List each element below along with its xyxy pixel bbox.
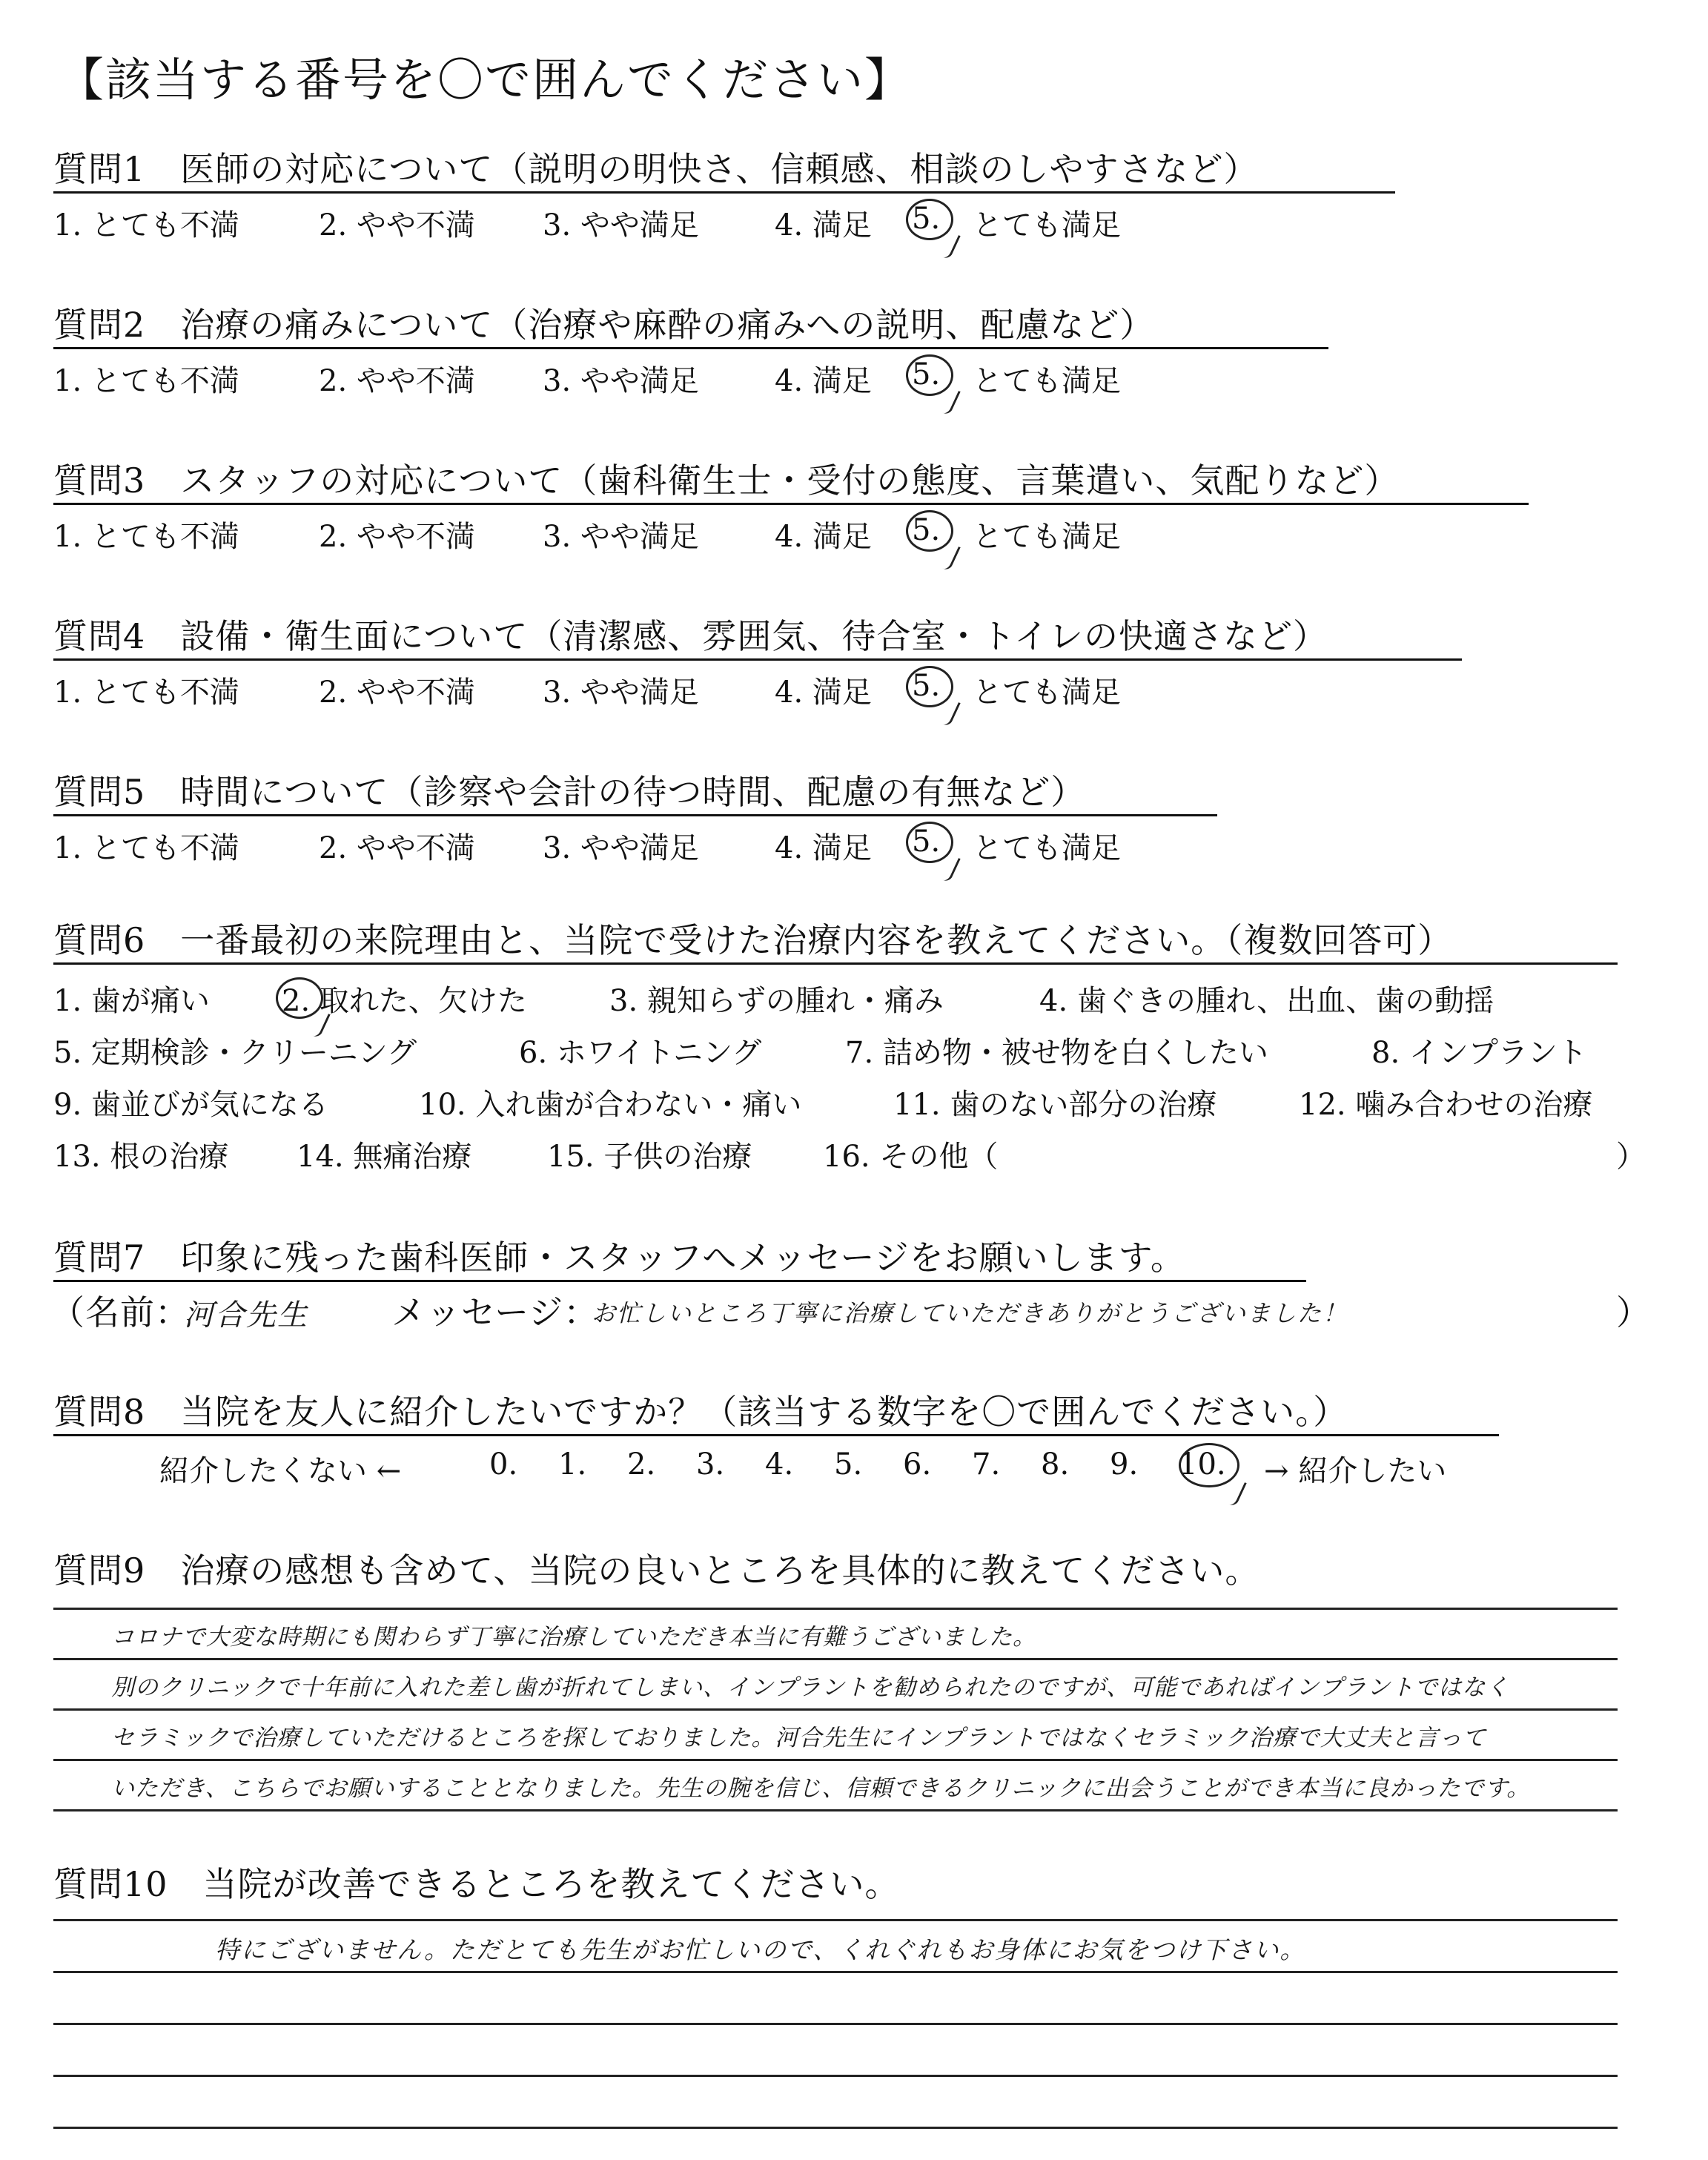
q6-option-r1c1: 1. 歯が痛い <box>53 984 210 1018</box>
q4-option-1: 1. とても不満 <box>53 676 239 710</box>
q8-scale-6: 6. <box>903 1447 932 1482</box>
q8-right-label: → 紹介したい <box>1264 1454 1447 1488</box>
q6-option-r1c3: 3. 親知らずの腫れ・痛み <box>609 984 944 1018</box>
q2-option-4: 4. 満足 <box>775 364 872 398</box>
q1-option-3: 3. やや満足 <box>543 208 699 242</box>
q2-selected-mark <box>906 354 953 396</box>
q5-option-4: 4. 満足 <box>775 831 872 865</box>
q6-option-r2c2: 6. ホワイトニング <box>519 1036 762 1070</box>
q4-option-6: とても満足 <box>973 676 1121 710</box>
q1-option-5: 5. <box>912 202 941 236</box>
q2-option-3: 3. やや満足 <box>543 364 699 398</box>
q5-option-1: 1. とても不満 <box>53 831 239 865</box>
q9-rule-2 <box>53 1658 1618 1660</box>
q6-option-r3c4: 12. 噛み合わせの治療 <box>1299 1088 1593 1122</box>
q6-selected-mark <box>276 977 323 1019</box>
q9-rule-3 <box>53 1708 1618 1711</box>
q5-selected-mark <box>906 822 953 863</box>
q3-option-5: 5. <box>912 513 941 547</box>
q4-title: 質問4 設備・衛生面について（清潔感、雰囲気、待合室・トイレの快適さなど） <box>53 616 1328 656</box>
q6-option-r2c4: 8. インプラント <box>1371 1036 1587 1070</box>
q7-underline <box>53 1280 1306 1282</box>
q10-rule-2 <box>53 1971 1618 1973</box>
q1-option-2: 2. やや不満 <box>319 208 475 242</box>
q4-option-2: 2. やや不満 <box>319 676 475 710</box>
q8-scale-8: 8. <box>1041 1447 1070 1482</box>
q7-title: 質問7 印象に残った歯科医師・スタッフへメッセージをお願いします。 <box>53 1238 1185 1278</box>
q9-title: 質問9 治療の感想も含めて、当院の良いところを具体的に教えてください。 <box>53 1550 1260 1591</box>
q6-option-r4c3: 15. 子供の治療 <box>547 1140 752 1174</box>
q10-rule-4 <box>53 2075 1618 2077</box>
q8-underline <box>53 1434 1499 1436</box>
q2-underline <box>53 347 1328 349</box>
q2-option-2: 2. やや不満 <box>319 364 475 398</box>
q4-underline <box>53 658 1462 661</box>
q5-underline <box>53 814 1217 816</box>
q5-title: 質問5 時間について（診察や会計の待つ時間、配慮の有無など） <box>53 772 1086 812</box>
q7-name-value: 河合先生 <box>184 1298 308 1332</box>
q8-scale-3: 3. <box>696 1447 725 1482</box>
q7-message-label: メッセージ： <box>391 1292 599 1332</box>
q5-option-2: 2. やや不満 <box>319 831 475 865</box>
q8-scale-9: 9. <box>1110 1447 1139 1482</box>
q4-selected-mark <box>906 666 953 707</box>
q10-rule-1 <box>53 1919 1618 1921</box>
q6-option-r2c3: 7. 詰め物・被せ物を白くしたい <box>845 1036 1268 1070</box>
q6-option-r2c1: 5. 定期検診・クリーニング <box>53 1036 417 1070</box>
q6-option-r4c5: ） <box>1616 1140 1646 1174</box>
q1-title: 質問1 医師の対応について（説明の明快さ、信頼感、相談のしやすさなど） <box>53 149 1259 189</box>
q6-option-r4c1: 13. 根の治療 <box>53 1140 229 1174</box>
form-header: 【該当する番号を〇で囲んでください】 <box>58 53 913 107</box>
q1-option-6: とても満足 <box>973 208 1121 242</box>
q9-rule-1 <box>53 1608 1618 1610</box>
q4-option-4: 4. 満足 <box>775 676 872 710</box>
q9-handwritten-line-1: コロナで大変な時期にも関わらず丁寧に治療していただき本当に有難うございました。 <box>111 1624 1036 1651</box>
q4-option-3: 3. やや満足 <box>543 676 699 710</box>
q3-title: 質問3 スタッフの対応について（歯科衛生士・受付の態度、言葉遣い、気配りなど） <box>53 460 1400 501</box>
q8-scale-5: 5. <box>834 1447 863 1482</box>
q8-scale-7: 7. <box>972 1447 1001 1482</box>
q1-underline <box>53 191 1395 194</box>
q6-option-r1c4: 4. 歯ぐきの腫れ、出血、歯の動揺 <box>1039 984 1494 1018</box>
q3-selected-mark <box>906 510 953 552</box>
q9-handwritten-line-3: セラミックで治療していただけるところを探しておりました。河合先生にインプラントではなくセラミック治療で大丈夫と言って <box>111 1725 1486 1751</box>
q7-name-label: （名前： <box>50 1292 190 1332</box>
q6-option-r3c1: 9. 歯並びが気になる <box>53 1088 328 1122</box>
q5-option-6: とても満足 <box>973 831 1121 865</box>
q3-option-2: 2. やや不満 <box>319 520 475 554</box>
q8-scale-2: 2. <box>627 1447 656 1482</box>
q2-title: 質問2 治療の痛みについて（治療や麻酔の痛みへの説明、配慮など） <box>53 305 1155 345</box>
q8-scale-4: 4. <box>765 1447 794 1482</box>
q6-title: 質問6 一番最初の来院理由と、当院で受けた治療内容を教えてください。（複数回答可） <box>53 920 1453 960</box>
q3-underline <box>53 503 1529 505</box>
q6-option-r1c2: 2. 取れた、欠けた <box>282 984 527 1018</box>
q7-message-value: お忙しいところ丁寧に治療していただきありがとうございました！ <box>592 1299 1348 1327</box>
q3-option-4: 4. 満足 <box>775 520 872 554</box>
q6-option-r4c2: 14. 無痛治療 <box>297 1140 472 1174</box>
q6-option-r4c4: 16. その他（ <box>823 1140 999 1174</box>
q7-close-paren: ） <box>1616 1292 1650 1332</box>
q10-title: 質問10 当院が改善できるところを教えてください。 <box>53 1864 900 1904</box>
q5-option-5: 5. <box>912 825 941 859</box>
q1-selected-mark <box>906 199 953 240</box>
q8-scale-1: 1. <box>558 1447 587 1482</box>
q4-option-5: 5. <box>912 669 941 703</box>
q10-rule-5 <box>53 2127 1618 2129</box>
q3-option-1: 1. とても不満 <box>53 520 239 554</box>
q8-scale-10: 10. <box>1179 1447 1226 1482</box>
q9-rule-5 <box>53 1809 1618 1811</box>
q3-option-6: とても満足 <box>973 520 1121 554</box>
q9-handwritten-line-2: 別のクリニックで十年前に入れた差し歯が折れてしまい、インプラントを勧められたのですが、可能であればインプラントではなく <box>111 1674 1510 1701</box>
q10-rule-3 <box>53 2023 1618 2025</box>
q6-option-r3c3: 11. 歯のない部分の治療 <box>893 1088 1217 1122</box>
q8-title: 質問8 当院を友人に紹介したいですか？（該当する数字を〇で囲んでください。） <box>53 1392 1348 1432</box>
q8-scale-0: 0. <box>489 1447 518 1482</box>
q8-selected-mark <box>1179 1443 1239 1487</box>
q6-underline <box>53 962 1618 965</box>
q2-option-1: 1. とても不満 <box>53 364 239 398</box>
q9-handwritten-line-4: いただき、こちらでお願いすることとなりました。先生の腕を信じ、信頼できるクリニックに出会うことができ本当に良かったです。 <box>111 1775 1531 1802</box>
q6-option-r3c2: 10. 入れ歯が合わない・痛い <box>419 1088 802 1122</box>
q9-rule-4 <box>53 1759 1618 1761</box>
q10-handwritten-line-1: 特にございません。ただとても先生がお忙しいので、くれぐれもお身体にお気をつけ下さい。 <box>215 1935 1306 1964</box>
q2-option-6: とても満足 <box>973 364 1121 398</box>
q5-option-3: 3. やや満足 <box>543 831 699 865</box>
q1-option-4: 4. 満足 <box>775 208 872 242</box>
q8-left-label: 紹介したくない ← <box>159 1454 402 1488</box>
q2-option-5: 5. <box>912 357 941 392</box>
q1-option-1: 1. とても不満 <box>53 208 239 242</box>
q3-option-3: 3. やや満足 <box>543 520 699 554</box>
